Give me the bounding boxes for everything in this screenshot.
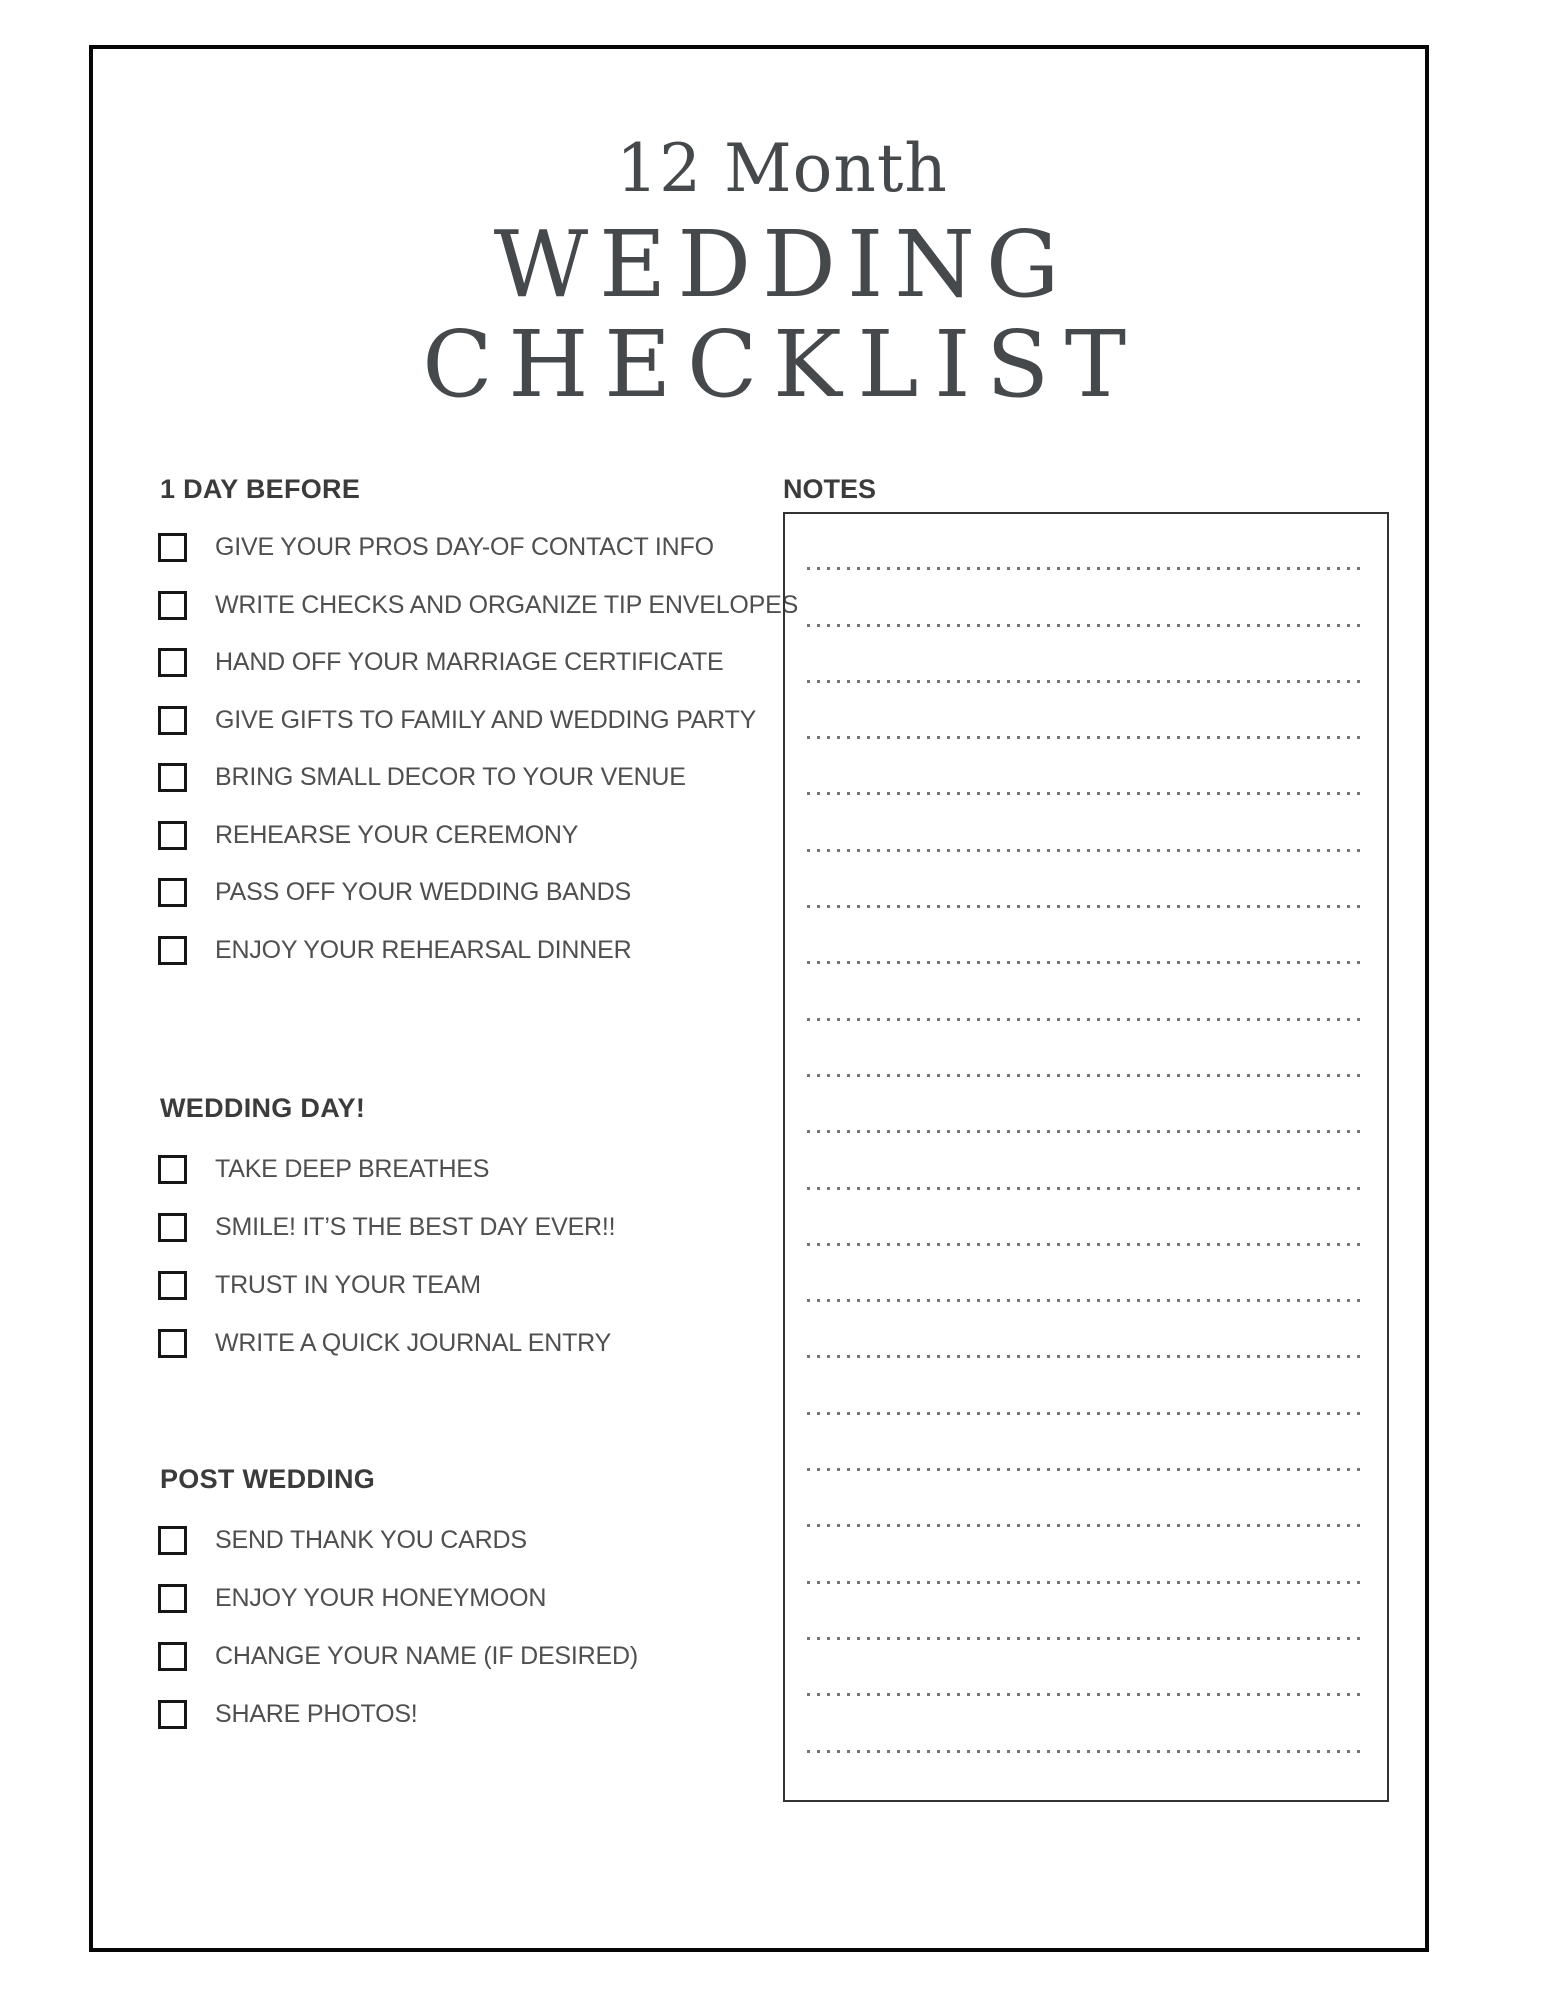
checklist-item-label: GIVE GIFTS TO FAMILY AND WEDDING PARTY	[215, 705, 757, 734]
note-line	[785, 1021, 1387, 1077]
checklist-item-label: ENJOY YOUR REHEARSAL DINNER	[215, 935, 632, 964]
checkbox[interactable]	[158, 1213, 187, 1242]
checklist-row	[158, 1583, 546, 1613]
checklist-row	[158, 820, 578, 850]
note-line	[785, 1133, 1387, 1189]
note-line	[785, 1584, 1387, 1640]
note-line	[785, 1640, 1387, 1696]
note-line	[785, 739, 1387, 795]
checklist-row	[158, 532, 714, 562]
checkbox[interactable]	[158, 936, 187, 965]
note-line	[785, 1696, 1387, 1752]
title-line-2: WEDDING	[493, 211, 1071, 318]
title-line-3: CHECKLIST	[422, 311, 1142, 418]
note-line	[785, 908, 1387, 964]
checklist-row	[158, 1699, 418, 1729]
note-line	[785, 570, 1387, 626]
section-heading-wedding-day: WEDDING DAY!	[160, 1093, 366, 1123]
checklist-item-label: WRITE CHECKS AND ORGANIZE TIP ENVELOPES	[215, 590, 799, 619]
notes-box	[783, 512, 1389, 1802]
checklist-row	[158, 647, 724, 677]
note-line	[785, 1077, 1387, 1133]
checklist-item-label: SHARE PHOTOS!	[215, 1699, 418, 1728]
checklist-row	[158, 935, 631, 965]
checklist-item-label: SEND THANK YOU CARDS	[215, 1525, 527, 1554]
checklist-row	[158, 762, 686, 792]
checklist-item-label: PASS OFF YOUR WEDDING BANDS	[215, 877, 631, 906]
checkbox[interactable]	[158, 591, 187, 620]
note-line	[785, 964, 1387, 1020]
checkbox[interactable]	[158, 763, 187, 792]
checklist-row	[158, 877, 631, 907]
checklist-item-label: SMILE! IT’S THE BEST DAY EVER!!	[215, 1212, 616, 1241]
checklist-item-label: GIVE YOUR PROS DAY-OF CONTACT INFO	[215, 532, 714, 561]
checkbox[interactable]	[158, 533, 187, 562]
section-heading-post-wedding: POST WEDDING	[160, 1464, 376, 1494]
checklist-item-label: WRITE A QUICK JOURNAL ENTRY	[215, 1328, 612, 1357]
checkbox[interactable]	[158, 1271, 187, 1300]
checklist-item-label: HAND OFF YOUR MARRIAGE CERTIFICATE	[215, 647, 724, 676]
checkbox[interactable]	[158, 1526, 187, 1555]
checkbox[interactable]	[158, 1155, 187, 1184]
note-line	[785, 514, 1387, 570]
checkbox[interactable]	[158, 648, 187, 677]
note-line	[785, 1302, 1387, 1358]
title-line-1: 12 Month	[616, 130, 948, 207]
checklist-row	[158, 1525, 527, 1555]
note-lines	[785, 514, 1387, 1753]
checklist-row	[158, 1212, 615, 1242]
checklist-row	[158, 1270, 481, 1300]
note-line	[785, 627, 1387, 683]
checklist-item-label: BRING SMALL DECOR TO YOUR VENUE	[215, 762, 686, 791]
note-line	[785, 1415, 1387, 1471]
note-line	[785, 852, 1387, 908]
checkbox[interactable]	[158, 821, 187, 850]
note-line	[785, 1527, 1387, 1583]
checklist-row	[158, 705, 756, 735]
note-line	[785, 1190, 1387, 1246]
checklist-item-label: TAKE DEEP BREATHES	[215, 1154, 490, 1183]
checkbox[interactable]	[158, 878, 187, 907]
checklist-row	[158, 1328, 611, 1358]
checklist-item-label: ENJOY YOUR HONEYMOON	[215, 1583, 547, 1612]
checkbox[interactable]	[158, 1700, 187, 1729]
checklist-item-label: REHEARSE YOUR CEREMONY	[215, 820, 579, 849]
note-line	[785, 1246, 1387, 1302]
section-heading-1-day-before: 1 DAY BEFORE	[160, 474, 361, 504]
note-line	[785, 1358, 1387, 1414]
checkbox[interactable]	[158, 1584, 187, 1613]
checklist-item-label: TRUST IN YOUR TEAM	[215, 1270, 481, 1299]
checkbox[interactable]	[158, 1329, 187, 1358]
checklist-row	[158, 1154, 489, 1184]
note-line	[785, 1471, 1387, 1527]
note-line	[785, 795, 1387, 851]
checklist-row	[158, 1641, 638, 1671]
checklist-row	[158, 590, 798, 620]
notes-heading: NOTES	[783, 474, 877, 504]
note-line	[785, 683, 1387, 739]
checkbox[interactable]	[158, 1642, 187, 1671]
checklist-item-label: CHANGE YOUR NAME (IF DESIRED)	[215, 1641, 638, 1670]
checkbox[interactable]	[158, 706, 187, 735]
